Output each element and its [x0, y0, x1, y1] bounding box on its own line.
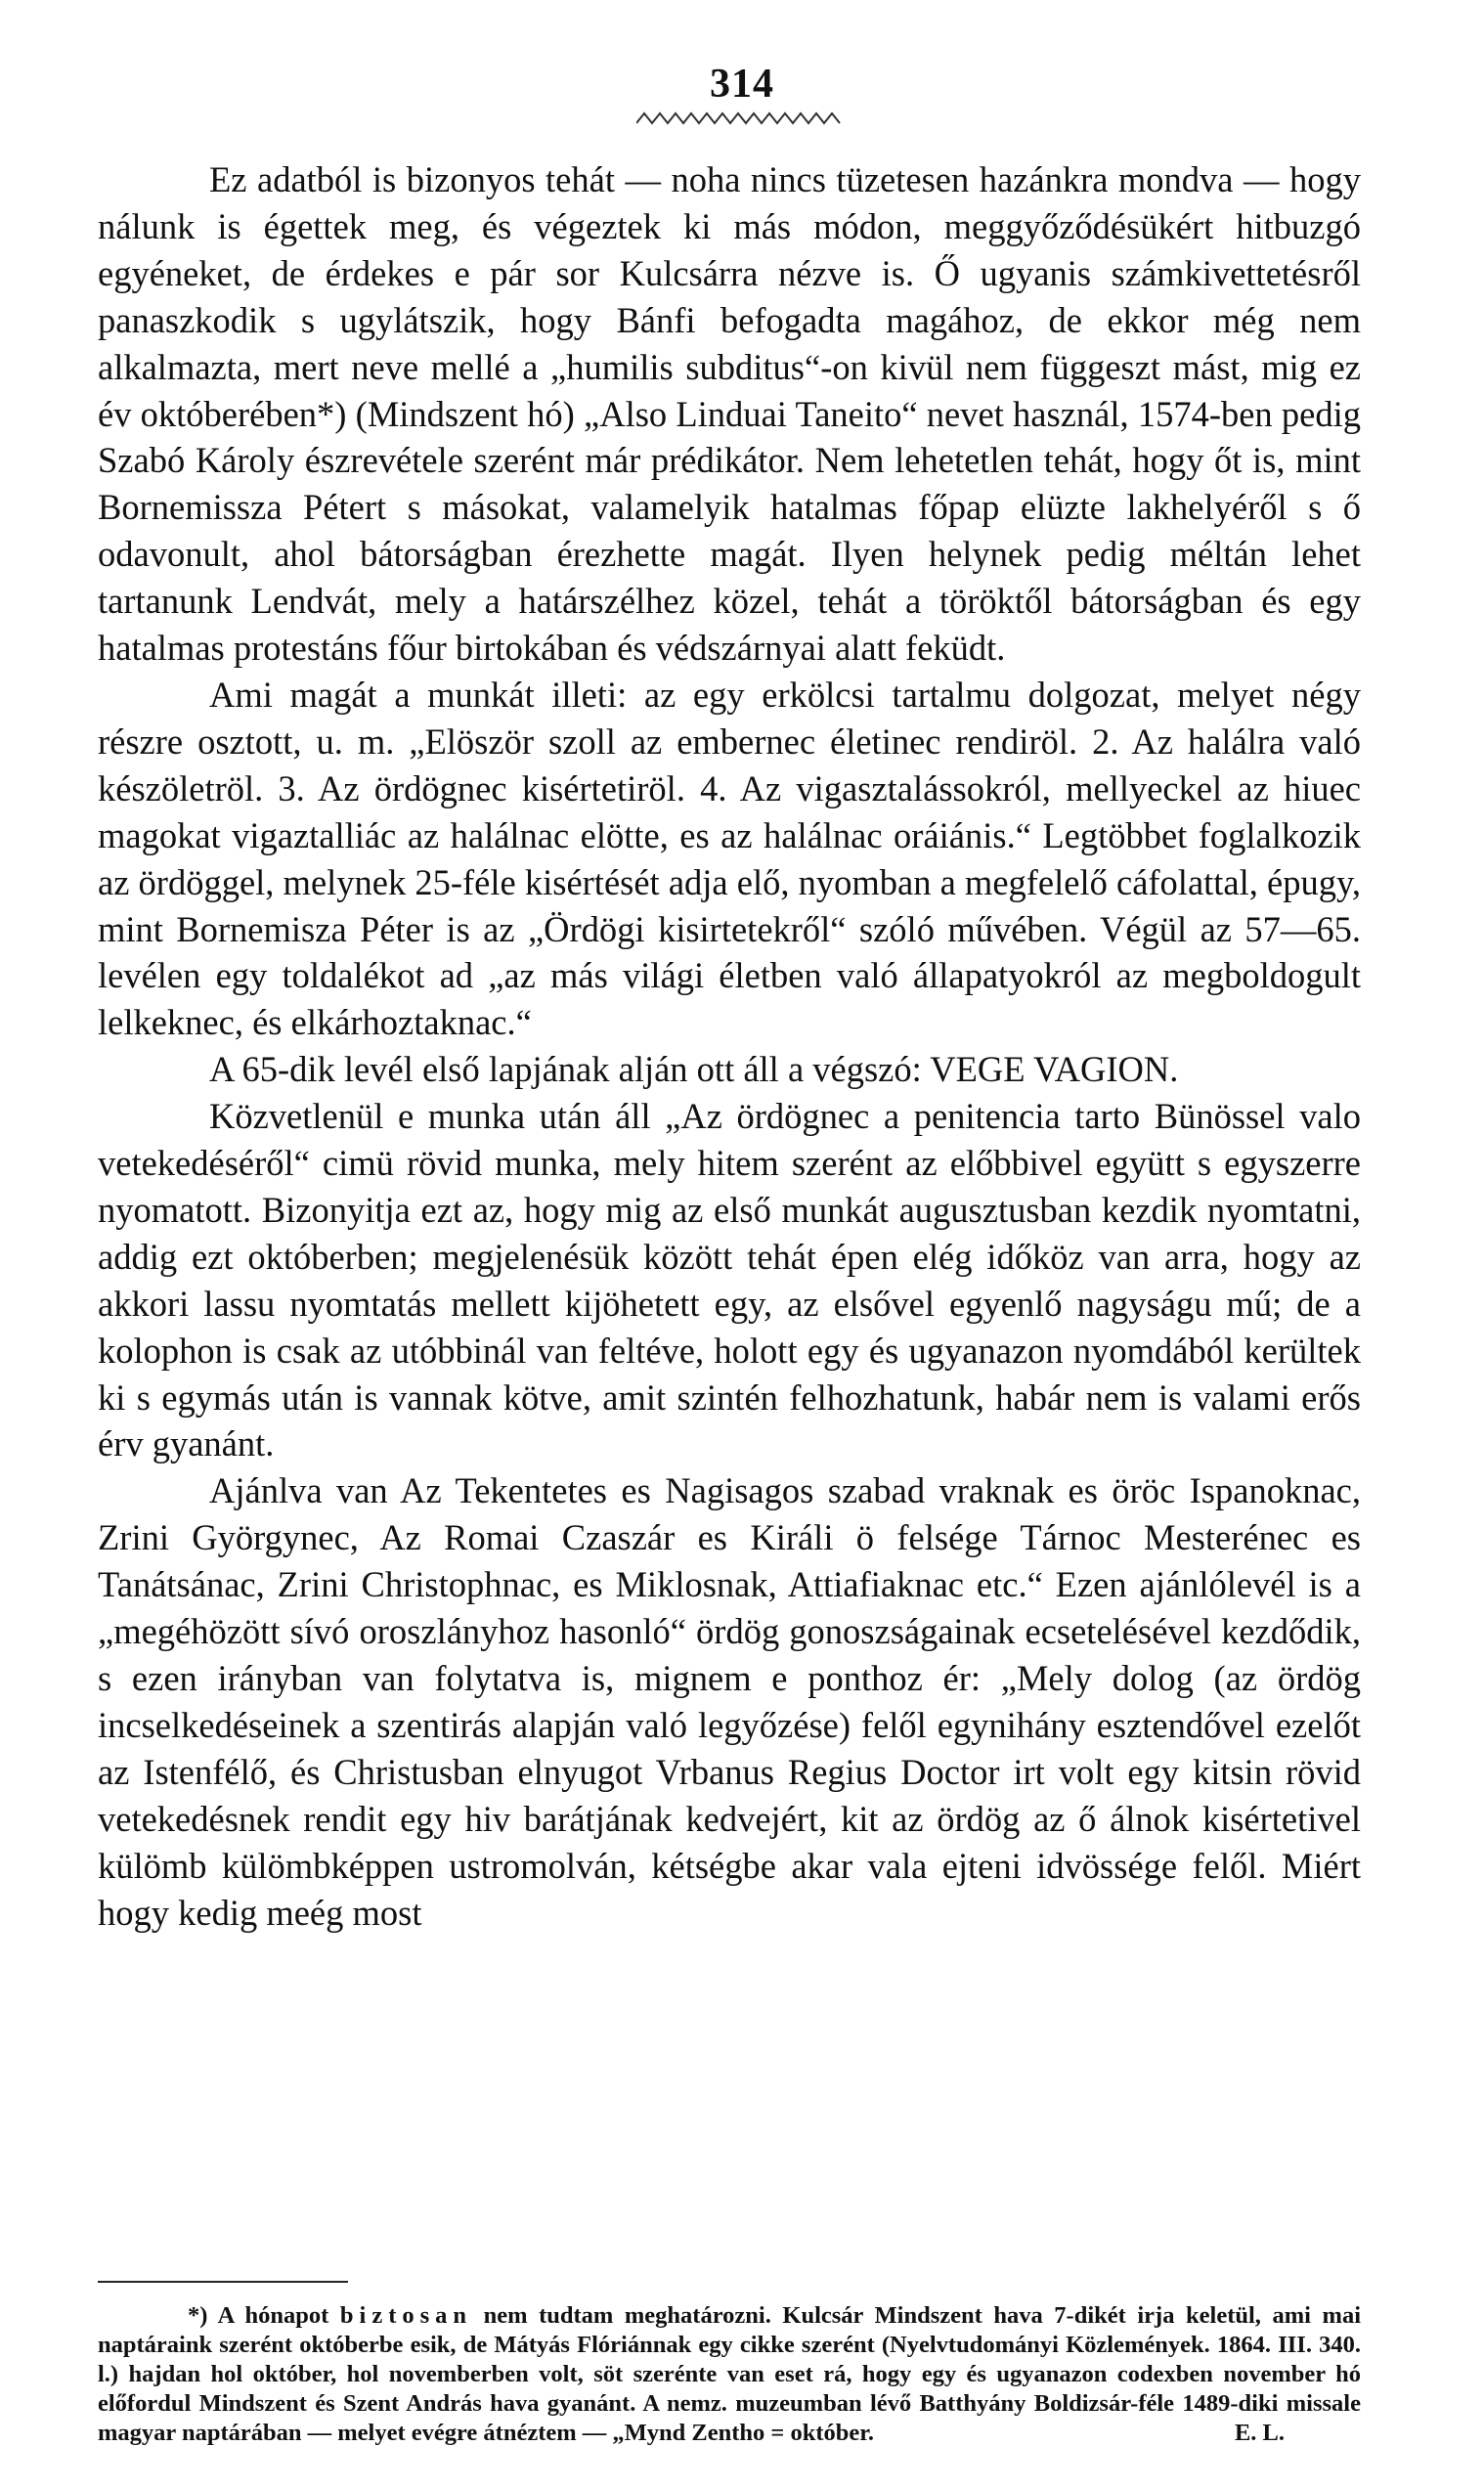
footnote — [98, 2301, 1361, 2448]
footnote-divider — [98, 2281, 348, 2283]
paragraph-4: Közvetlenül e munka után áll „Az ördögnec a penitencia tarto Bünössel valo vetekedéséről“ cimü rövid munka, mely hitem szerént az előbbivel együtt s egyszerre nyomatott. Bizonyitja ezt az, hogy mig az első munkát augusztusban kezdik nyomtatni, addig ezt októberben; megjelenésük között tehát épen elég időköz van arra, hogy az akkori lassu nyomtatás mellett kijöhetett egy, az elsővel egyenlő nagyságu mű; de a kolophon is csak az utóbbinál van feltéve, holott egy és ugyanazon nyomdából kerültek ki s egymás után is vannak kötve, amit szintén felhozhatunk, habár nem is valami erős érv gyanánt. — [98, 1096, 1361, 1464]
main-text — [98, 156, 1361, 1936]
footnote-emphasis: biztosan — [339, 2302, 473, 2329]
paragraph-2: Ami magát a munkát illeti: az egy erkölcsi tartalmu dolgozat, melyet négy részre osztott, u. m. „Elöször szoll az embernec életinec rendiröl. 2. Az halálra való készöletröl. 3. Az ördögnec kisértetiröl. 4. Az vigasztalássokról, mellyeckel az hiuec magokat vigaztalliác az halálnac elötte, es az halálnac oráiánis.“ Legtöbbet foglalkozik az ördöggel, melynek 25-féle kisértését adja elő, nyomban a megfelelő cáfolattal, épugy, mint Bornemisza Péter is az „Ördögi kisirtetekről“ szóló művében. Végül az 57—65. levélen egy toldalékot ad „az más világi életben való állapatyokról az megboldogult lelkeknec, és elkárhoztaknac.“ — [98, 674, 1361, 1043]
paragraph-3: A 65-dik levél első lapjának alján ott áll a végszó: VEGE VAGION. — [209, 1049, 1179, 1090]
paragraph-5: Ajánlva van Az Tekentetes es Nagisagos szabad vraknak es öröc Ispanoknac, Zrini Györgynec, Az Romai Czaszár es Királi ö felsége Tárnoc Mesterénec es Tanátsánac, Zrini Christophnac, es Miklosnak, Attiafiaknac etc.“ Ezen ajánlólevél is a „megéhözött sívó oroszlányhoz hasonló“ ördög gonoszságainak ecsetelésével kezdődik, s ezen irányban van folytatva is, mignem e ponthoz ér: „Mely dolog (az ördög incselkedéseinek a szentirás alapján való legyőzése) felől egynihány esztendővel ezelőt az Istenfélő, és Christusban elnyugot Vrbanus Regius Doctor irt volt egy kitsin rövid vetekedésnek rendit egy hiv barátjának kedvejért, kit az ördög az ő álnok kisértetivel külömb külömbképpen ustromolván, kétségbe akar vala ejteni idvössége felől. Miért hogy kedig meég most — [98, 1470, 1361, 1933]
page-number: 314 — [710, 62, 774, 107]
footnote-start: *) A hónapot — [188, 2302, 340, 2329]
paragraph-1: Ez adatból is bizonyos tehát — noha nincs tüzetesen hazánkra mondva — hogy nálunk is égettek meg, és végeztek ki más módon, meggyőződésükért hitbuzgó egyéneket, de érdekes e pár sor Kulcsárra nézve is. Ő ugyanis számkivettetésről panaszkodik s ugylátszik, hogy Bánfi befogadta magához, de ekkor még nem alkalmazta, mert neve mellé a „humilis subditus“-on kivül nem függeszt mást, mig ez év októberében*) (Mindszent hó) „Also Linduai Taneito“ nevet használ, 1574-ben pedig Szabó Károly észrevétele szerént már prédikátor. Nem lehetetlen tehát, hogy őt is, mint Bornemissza Pétert s másokat, valamelyik hatalmas főpap elüzte lakhelyéről s ő odavonult, ahol bátorságban érezhette magát. Ilyen helynek pedig méltán lehet tartanunk Lendvát, mely a határszélhez közel, tehát a töröktől bátorságban és egy hatalmas protestáns főur birtokában és védszárnyai alatt feküdt. — [98, 159, 1361, 669]
footnote-text — [98, 2301, 1361, 2448]
wavy-ornament — [636, 109, 842, 127]
footnote-rest: nem tudtam meghatározni. Kulcsár Mindszent hava 7-dikét irja keletül, ami mai naptáraink szerént októberbe esik, de Mátyás Flóriánnak egy cikke szerént (Nyelvtudományi Közlemények. 1864. III. 340. l.) hajdan hol október, hol novemberben volt, söt szerénte van eset rá, hogy egy és ugyanazon codexben november hó előfordul Mindszent és Szent András hava gyanánt. A nemz. muzeumban lévő Batthyány Boldizsár-féle 1489-diki missale magyar naptárában — melyet evégre átnéztem — „Mynd Zentho = október. — [98, 2302, 1361, 2446]
footnote-signature: E. L. — [1234, 2420, 1285, 2446]
